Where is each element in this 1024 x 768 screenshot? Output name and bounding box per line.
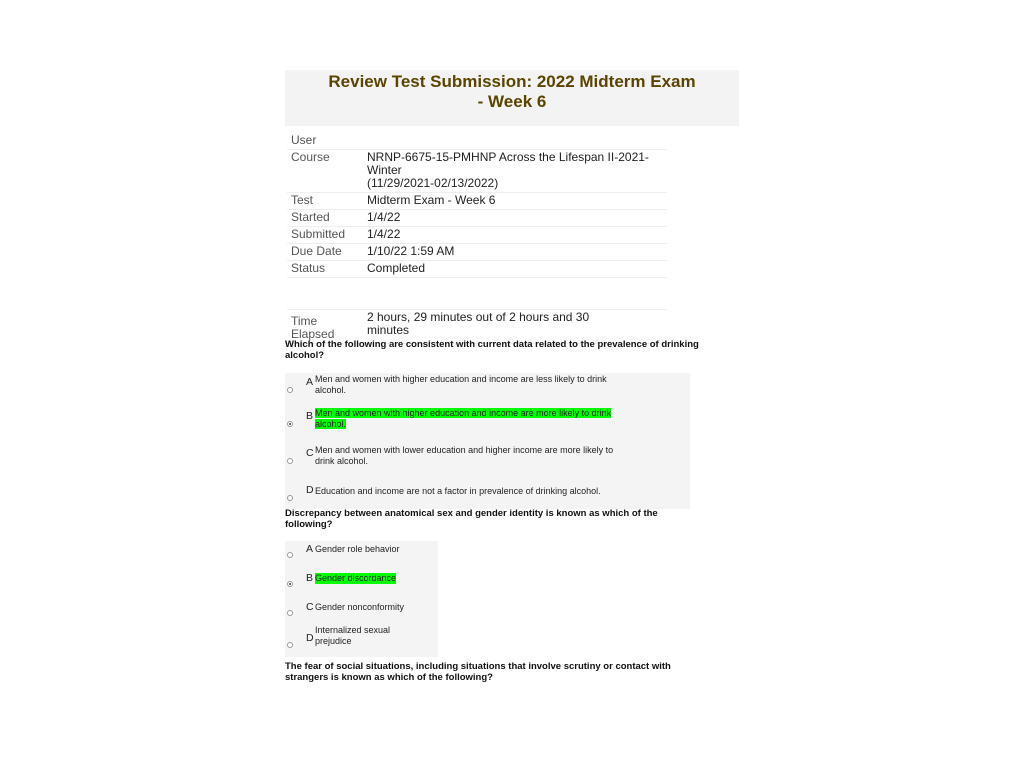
page-header bbox=[285, 70, 739, 126]
status-row bbox=[287, 261, 667, 278]
answer-option[interactable] bbox=[285, 443, 690, 481]
answer-option[interactable] bbox=[285, 570, 438, 599]
started-row bbox=[287, 210, 667, 227]
radio-button[interactable] bbox=[287, 421, 293, 427]
answer-option[interactable] bbox=[285, 481, 690, 509]
course-value-line1: NRNP-6675-15-PMHNP Across the Lifespan II-2021- bbox=[367, 150, 649, 164]
radio-button[interactable] bbox=[287, 387, 293, 393]
time-elapsed-value-line1: 2 hours, 29 minutes out of 2 hours and 30 bbox=[367, 310, 590, 324]
course-value-line2: Winter bbox=[367, 163, 402, 177]
answer-text: Education and income are not a factor in prevalence of drinking alcohol. bbox=[315, 486, 601, 496]
page-title-line2: - Week 6 bbox=[477, 92, 547, 111]
answer-option[interactable] bbox=[285, 599, 438, 628]
radio-button[interactable] bbox=[287, 458, 293, 464]
course-value bbox=[363, 150, 667, 193]
submitted-value: 1/4/22 bbox=[363, 227, 667, 244]
answer-letter: C bbox=[306, 601, 314, 613]
answer-letter: D bbox=[306, 484, 314, 496]
answer-letter: A bbox=[306, 376, 314, 388]
test-label: Test bbox=[287, 193, 363, 210]
started-label: Started bbox=[287, 210, 363, 227]
answer-text: Gender role behavior bbox=[315, 544, 400, 554]
answer-text-line1: Men and women with higher education and income are less likely to drink bbox=[315, 374, 607, 384]
test-value: Midterm Exam - Week 6 bbox=[363, 193, 667, 210]
status-value: Completed bbox=[363, 261, 667, 278]
answer-text bbox=[315, 625, 390, 647]
radio-button[interactable] bbox=[287, 552, 293, 558]
course-value-line3: (11/29/2021-02/13/2022) bbox=[367, 176, 499, 190]
answer-letter: B bbox=[306, 410, 314, 422]
time-elapsed-label-line2: Elapsed bbox=[291, 327, 335, 341]
answer-text bbox=[315, 408, 611, 430]
question-1-line2: alcohol? bbox=[285, 350, 325, 361]
answer-text: Gender discordance bbox=[315, 573, 397, 583]
question-2-line1: Discrepancy between anatomical sex and gender identity is known as which of the bbox=[285, 508, 658, 519]
answer-text-line1: Internalized sexual bbox=[315, 625, 391, 635]
question-3-line2: strangers is known as which of the following? bbox=[285, 672, 493, 683]
started-value: 1/4/22 bbox=[363, 210, 667, 227]
spacer-cell bbox=[363, 278, 667, 310]
question-2-text bbox=[285, 508, 725, 530]
answer-text bbox=[315, 445, 613, 467]
page-title bbox=[285, 70, 739, 112]
question-1-answers bbox=[285, 373, 690, 509]
spacer-row bbox=[287, 278, 667, 310]
submitted-label: Submitted bbox=[287, 227, 363, 244]
question-3-line1: The fear of social situations, including situations that involve scrutiny or contact with bbox=[285, 661, 671, 672]
user-value bbox=[363, 133, 667, 150]
answer-text bbox=[315, 374, 607, 396]
answer-option[interactable] bbox=[285, 625, 438, 657]
answer-option[interactable] bbox=[285, 373, 690, 407]
status-label: Status bbox=[287, 261, 363, 278]
test-row bbox=[287, 193, 667, 210]
radio-button[interactable] bbox=[287, 642, 293, 648]
submission-details-table bbox=[287, 133, 667, 344]
user-row bbox=[287, 133, 667, 150]
answer-text-line1: Men and women with lower education and higher income are more likely to bbox=[315, 445, 614, 455]
answer-text-line2: prejudice bbox=[315, 636, 352, 646]
due-date-row bbox=[287, 244, 667, 261]
page-title-line1: Review Test Submission: 2022 Midterm Exam bbox=[328, 72, 696, 91]
question-1-line1: Which of the following are consistent with current data related to the prevalence of drinking bbox=[285, 339, 699, 350]
question-2-answers bbox=[285, 541, 438, 657]
time-elapsed-label-line1: Time bbox=[291, 314, 318, 328]
answer-text-line2: alcohol. bbox=[315, 419, 347, 429]
question-1-text bbox=[285, 339, 725, 361]
user-label: User bbox=[287, 133, 363, 150]
answer-text-line1: Men and women with higher education and income are more likely to drink bbox=[315, 408, 612, 418]
answer-letter: C bbox=[306, 447, 314, 459]
radio-button[interactable] bbox=[287, 581, 293, 587]
time-elapsed-value-line2: minutes bbox=[367, 323, 410, 337]
answer-text-line2: drink alcohol. bbox=[315, 456, 369, 466]
answer-letter: B bbox=[306, 572, 314, 584]
answer-text-line2: alcohol. bbox=[315, 385, 347, 395]
spacer-cell bbox=[287, 278, 363, 310]
due-date-label: Due Date bbox=[287, 244, 363, 261]
answer-letter: A bbox=[306, 543, 314, 555]
course-label: Course bbox=[287, 150, 363, 193]
radio-button[interactable] bbox=[287, 495, 293, 501]
question-2-line2: following? bbox=[285, 519, 333, 530]
submitted-row bbox=[287, 227, 667, 244]
answer-option[interactable] bbox=[285, 541, 438, 570]
due-date-value: 1/10/22 1:59 AM bbox=[363, 244, 667, 261]
answer-option[interactable] bbox=[285, 407, 690, 443]
question-3-text bbox=[285, 661, 725, 683]
course-row bbox=[287, 150, 667, 193]
answer-letter: D bbox=[306, 632, 314, 644]
answer-text: Gender nonconformity bbox=[315, 602, 405, 612]
radio-button[interactable] bbox=[287, 610, 293, 616]
